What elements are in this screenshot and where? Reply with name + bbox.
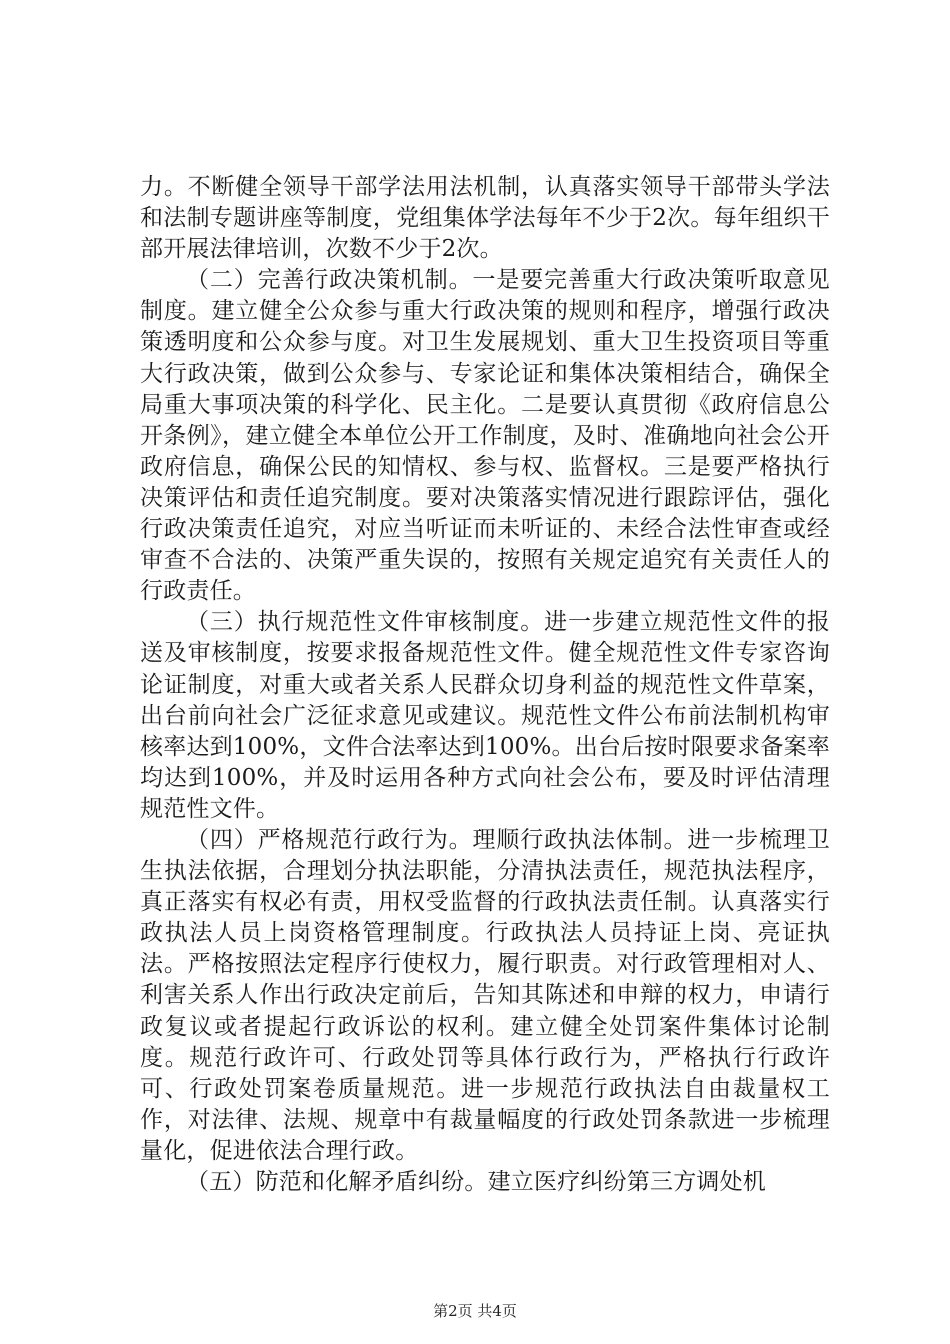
paragraph-section-3: （三）执行规范性文件审核制度。进一步建立规范性文件的报送及审核制度，按要求报备规范性文件。健全规范性文件专家咨询论证制度，对重大或者关系人民群众切身利益的规范性文件草案，出台前向社会广泛征求意见或建议。规范性文件公布前法制机构审核率达到100%，文件合法率达到100%。出台后按时限要求备案率均达到100%，并及时运用各种方式向社会公布，要及时评估清理规范性文件。: [140, 609, 830, 822]
page-footer: [0, 1300, 950, 1321]
paragraph-continuation: 力。不断健全领导干部学法用法机制，认真落实领导干部带头学法和法制专题讲座等制度，党组集体学法每年不少于2次。每年组织干部开展法律培训，次数不少于2次。: [140, 174, 830, 263]
document-body: [140, 172, 830, 1198]
paragraph-section-4: （四）严格规范行政行为。理顺行政执法体制。进一步梳理卫生执法依据，合理划分执法职能，分清执法责任，规范执法程序，真正落实有权必有责，用权受监督的行政执法责任制。认真落实行政执法人员上岗资格管理制度。行政执法人员持证上岗、亮证执法。严格按照法定程序行使权力，履行职责。对行政管理相对人、利害关系人作出行政决定前后，告知其陈述和申辩的权力，申请行政复议或者提起行政诉讼的权利。建立健全处罚案件集体讨论制度。规范行政许可、行政处罚等具体行政行为，严格执行行政许可、行政处罚案卷质量规范。进一步规范行政执法自由裁量权工作，对法律、法规、规章中有裁量幅度的行政处罚条款进一步梳理量化，促进依法合理行政。: [140, 826, 830, 1164]
paragraph-section-5: （五）防范和化解矛盾纠纷。建立医疗纠纷第三方调处机: [186, 1169, 766, 1195]
page-number-label: 第2页 共4页: [433, 1302, 517, 1320]
paragraph-section-2: （二）完善行政决策机制。一是要完善重大行政决策听取意见制度。建立健全公众参与重大行政决策的规则和程序，增强行政决策透明度和公众参与度。对卫生发展规划、重大卫生投资项目等重大行政决策，做到公众参与、专家论证和集体决策相结合，确保全局重大事项决策的科学化、民主化。二是要认真贯彻《政府信息公开条例》，建立健全本单位公开工作制度，及时、准确地向社会公开政府信息，确保公民的知情权、参与权、监督权。三是要严格执行决策评估和责任追究制度。要对决策落实情况进行跟踪评估，强化行政决策责任追究，对应当听证而未听证的、未经合法性审查或经审查不合法的、决策严重失误的，按照有关规定追究有关责任人的行政责任。: [140, 267, 830, 605]
